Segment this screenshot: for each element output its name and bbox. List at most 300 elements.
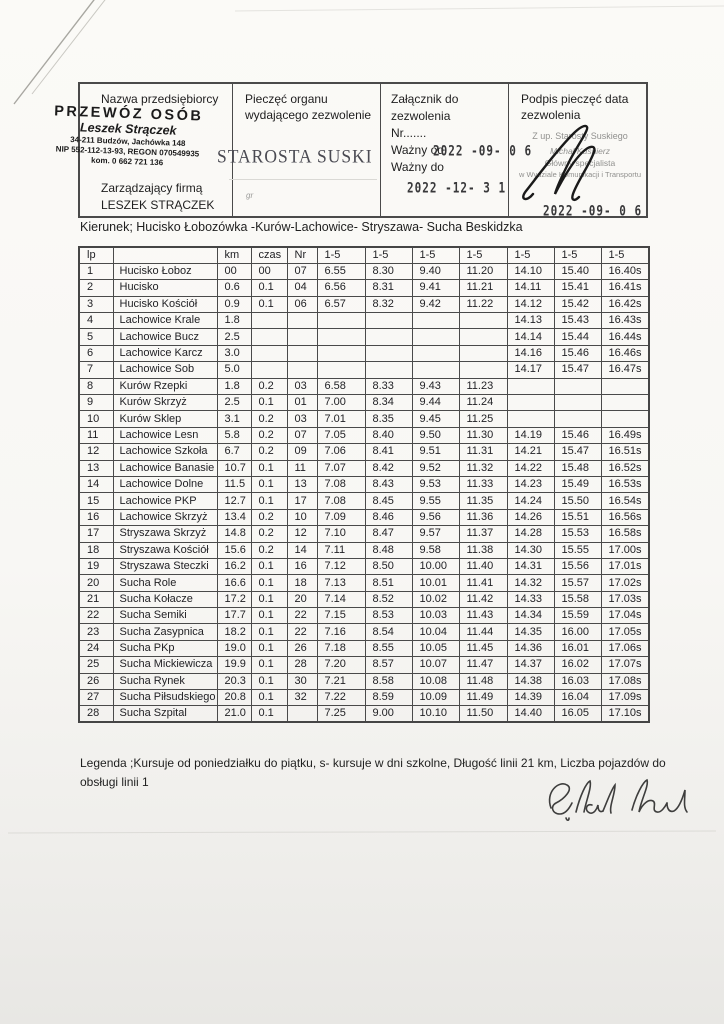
time-cell: 17.00s [601,542,649,558]
time-cell: 11.50 [459,706,507,722]
time-cell: 14.22 [507,460,554,476]
time-cell: 16.02 [554,657,601,673]
time-cell: 16.6 [217,575,251,591]
attachment-label-line2: zezwolenia [391,109,451,123]
time-cell: 16.58s [601,526,649,542]
time-cell: 1.8 [217,378,251,394]
time-cell: 8.47 [365,526,412,542]
valid-from-label: Ważny od [391,143,444,157]
time-cell: 7.01 [317,411,365,427]
stop-name-cell: Sucha Role [113,575,217,591]
time-cell: 8.31 [365,280,412,296]
time-cell: 15.55 [554,542,601,558]
time-cell: 21.0 [217,706,251,722]
time-cell: 11.49 [459,690,507,706]
table-row [79,329,649,345]
stamp-underline [229,179,377,180]
time-cell: 2.5 [217,395,251,411]
time-cell: 12 [287,526,317,542]
time-cell: 9.00 [365,706,412,722]
time-cell: 10.08 [412,673,459,689]
time-cell: 11 [287,460,317,476]
valid-to-date-stamp: 2022 -12- 3 1 [407,179,507,197]
attachment-box [380,84,533,216]
time-cell [251,329,287,345]
time-cell: 16.53s [601,476,649,492]
time-cell: 5.0 [217,362,251,378]
company-box [53,84,232,216]
time-cell: 11.30 [459,427,507,443]
time-cell: 13.4 [217,509,251,525]
time-cell: 0.2 [251,509,287,525]
time-cell: 16.40s [601,263,649,279]
time-cell: 0.2 [251,542,287,558]
manager-label: Zarządzający firmą [101,181,203,195]
stop-name-cell: Sucha Kołacze [113,591,217,607]
time-cell: 06 [287,296,317,312]
time-cell [317,362,365,378]
table-row [79,509,649,525]
time-cell: 7.13 [317,575,365,591]
col-header: 1-5 [507,247,554,263]
time-cell [412,329,459,345]
time-cell: 7.15 [317,608,365,624]
time-cell: 8.33 [365,378,412,394]
time-cell: 0.2 [251,378,287,394]
handwritten-signature [535,772,700,832]
time-cell: 8.57 [365,657,412,673]
time-cell: 0.1 [251,280,287,296]
time-cell: 18.2 [217,624,251,640]
stop-name-cell: Lachowice Banasie [113,460,217,476]
stamp-person-title: Główny specjalista [544,158,616,168]
time-cell: 11.5 [217,476,251,492]
time-cell: 14 [287,542,317,558]
time-cell [412,313,459,329]
time-cell [412,362,459,378]
time-cell: 7.20 [317,657,365,673]
stop-name-cell: Lachowice PKP [113,493,217,509]
time-cell: 0.1 [251,706,287,722]
time-cell: 17.06s [601,640,649,656]
time-cell: 7.22 [317,690,365,706]
time-cell: 7.11 [317,542,365,558]
row-number-cell: 13 [79,460,113,476]
table-row [79,542,649,558]
time-cell: 11.36 [459,509,507,525]
table-row [79,476,649,492]
time-cell: 7.18 [317,640,365,656]
stop-name-cell: Sucha Piłsudskiego [113,690,217,706]
time-cell [601,395,649,411]
time-cell [251,362,287,378]
time-cell: 17.02s [601,575,649,591]
time-cell: 14.38 [507,673,554,689]
time-cell: 10.02 [412,591,459,607]
time-cell: 14.16 [507,345,554,361]
signature-box-label-line1: Podpis pieczęć data [521,92,629,106]
stop-name-cell: Stryszawa Steczki [113,558,217,574]
time-cell: 7.12 [317,558,365,574]
time-cell: 10.05 [412,640,459,656]
time-cell: 22 [287,608,317,624]
time-cell: 0.1 [251,296,287,312]
time-cell: 14.26 [507,509,554,525]
time-cell: 00 [217,263,251,279]
time-cell: 8.32 [365,296,412,312]
time-cell: 0.1 [251,558,287,574]
time-cell: 17.07s [601,657,649,673]
time-cell: 9.58 [412,542,459,558]
time-cell: 8.34 [365,395,412,411]
time-cell: 3.0 [217,345,251,361]
valid-from-date-stamp: 2022 -09- 0 6 [433,142,533,160]
time-cell: 14.11 [507,280,554,296]
stop-name-cell: Sucha Rynek [113,673,217,689]
time-cell: 0.1 [251,657,287,673]
time-cell: 16.56s [601,509,649,525]
row-number-cell: 2 [79,280,113,296]
time-cell: 15.51 [554,509,601,525]
table-row [79,608,649,624]
time-cell: 15.40 [554,263,601,279]
time-cell: 17.03s [601,591,649,607]
company-phone: kom. 0 662 721 136 [90,155,164,168]
time-cell: 9.51 [412,444,459,460]
col-header: 1-5 [554,247,601,263]
time-cell: 14.35 [507,624,554,640]
time-cell [459,329,507,345]
time-cell [317,313,365,329]
time-cell: 15.43 [554,313,601,329]
time-cell: 15.47 [554,362,601,378]
time-cell: 11.47 [459,657,507,673]
time-cell: 0.1 [251,575,287,591]
col-header: 1-5 [317,247,365,263]
time-cell: 03 [287,378,317,394]
time-cell: 11.22 [459,296,507,312]
time-cell: 7.06 [317,444,365,460]
time-cell [507,411,554,427]
time-cell: 14.31 [507,558,554,574]
permit-header-table [53,82,648,220]
time-cell: 17.10s [601,706,649,722]
time-cell: 14.21 [507,444,554,460]
stop-name-cell: Hucisko Łoboz [113,263,217,279]
time-cell: 17.08s [601,673,649,689]
company-rubber-stamp [11,102,245,171]
time-cell [459,362,507,378]
table-row [79,640,649,656]
row-number-cell: 15 [79,493,113,509]
time-cell: 0.1 [251,591,287,607]
time-cell: 14.36 [507,640,554,656]
stop-name-cell: Hucisko Kościół [113,296,217,312]
time-cell: 0.1 [251,624,287,640]
stop-name-cell: Lachowice Szkoła [113,444,217,460]
stop-name-cell: Lachowice Lesn [113,427,217,443]
time-cell: 0.1 [251,395,287,411]
time-cell: 16.51s [601,444,649,460]
time-cell: 19.0 [217,640,251,656]
stop-name-cell: Sucha Semiki [113,608,217,624]
manager-block [101,180,214,214]
time-cell: 16.52s [601,460,649,476]
row-number-cell: 22 [79,608,113,624]
time-cell: 9.40 [412,263,459,279]
table-row [79,263,649,279]
time-cell: 8.50 [365,558,412,574]
time-cell: 9.45 [412,411,459,427]
time-cell: 14.23 [507,476,554,492]
time-cell: 0.1 [251,493,287,509]
attachment-label-line1: Załącznik do [391,92,459,106]
time-cell [507,395,554,411]
stop-name-cell: Kurów Skrzyż [113,395,217,411]
time-cell: 32 [287,690,317,706]
time-cell: 7.08 [317,493,365,509]
time-cell: 16.46s [601,345,649,361]
row-number-cell: 1 [79,263,113,279]
time-cell: 26 [287,640,317,656]
time-cell: 11.38 [459,542,507,558]
time-cell: 0.1 [251,608,287,624]
time-cell: 9.57 [412,526,459,542]
time-cell: 15.49 [554,476,601,492]
time-cell [365,345,412,361]
time-cell: 16.49s [601,427,649,443]
time-cell: 14.34 [507,608,554,624]
time-cell: 9.43 [412,378,459,394]
time-cell: 6.7 [217,444,251,460]
row-number-cell: 28 [79,706,113,722]
timetable-table [78,246,650,723]
time-cell: 6.56 [317,280,365,296]
row-number-cell: 17 [79,526,113,542]
time-cell: 7.25 [317,706,365,722]
col-header: 1-5 [365,247,412,263]
time-cell: 14.8 [217,526,251,542]
time-cell: 15.50 [554,493,601,509]
table-row [79,460,649,476]
row-number-cell: 6 [79,345,113,361]
signature-box [508,84,650,220]
row-number-cell: 9 [79,395,113,411]
time-cell: 2.5 [217,329,251,345]
table-row [79,591,649,607]
stop-name-cell: Lachowice Skrzyż [113,509,217,525]
time-cell: 17.05s [601,624,649,640]
time-cell: 11.23 [459,378,507,394]
time-cell: 1.8 [217,313,251,329]
time-cell: 11.40 [459,558,507,574]
table-row [79,444,649,460]
table-row [79,296,649,312]
time-cell: 15.6 [217,542,251,558]
table-row [79,493,649,509]
row-number-cell: 5 [79,329,113,345]
starosta-suski-stamp: STAROSTA SUSKI [217,145,373,167]
time-cell: 11.43 [459,608,507,624]
time-cell: 10.01 [412,575,459,591]
time-cell: 13 [287,476,317,492]
time-cell: 12.7 [217,493,251,509]
time-cell: 9.42 [412,296,459,312]
time-cell: 0.2 [251,444,287,460]
col-header: 1-5 [459,247,507,263]
time-cell: 16.05 [554,706,601,722]
time-cell: 15.58 [554,591,601,607]
time-cell: 8.51 [365,575,412,591]
time-cell: 16.47s [601,362,649,378]
company-nip-regon: NIP 552-112-13-93, REGON 070549935 [55,144,200,159]
time-cell: 0.2 [251,526,287,542]
time-cell: 16.03 [554,673,601,689]
time-cell: 16.00 [554,624,601,640]
time-cell: 14.32 [507,575,554,591]
time-cell: 01 [287,395,317,411]
stop-name-cell: Lachowice Dolne [113,476,217,492]
time-cell: 8.53 [365,608,412,624]
row-number-cell: 24 [79,640,113,656]
time-cell: 15.57 [554,575,601,591]
time-cell: 10.07 [412,657,459,673]
time-cell: 20 [287,591,317,607]
time-cell: 15.59 [554,608,601,624]
time-cell: 9.41 [412,280,459,296]
time-cell: 20.3 [217,673,251,689]
table-row [79,690,649,706]
table-row [79,345,649,361]
stop-name-cell: Sucha Zasypnica [113,624,217,640]
time-cell: 15.46 [554,345,601,361]
time-cell: 15.42 [554,296,601,312]
time-cell: 28 [287,657,317,673]
table-row [79,280,649,296]
time-cell: 17.7 [217,608,251,624]
time-cell: 14.24 [507,493,554,509]
time-cell: 16.04 [554,690,601,706]
time-cell: 8.35 [365,411,412,427]
time-cell: 9.44 [412,395,459,411]
signature-box-label-line2: zezwolenia [521,108,581,122]
row-number-cell: 3 [79,296,113,312]
time-cell: 10 [287,509,317,525]
time-cell: 14.17 [507,362,554,378]
time-cell: 17.04s [601,608,649,624]
stop-name-cell: Kurów Rzepki [113,378,217,394]
time-cell [507,378,554,394]
time-cell: 11.44 [459,624,507,640]
time-cell: 5.8 [217,427,251,443]
time-cell: 8.40 [365,427,412,443]
time-cell: 0.2 [251,427,287,443]
time-cell [251,313,287,329]
time-cell: 7.14 [317,591,365,607]
col-header: 1-5 [412,247,459,263]
time-cell: 11.20 [459,263,507,279]
time-cell: 0.9 [217,296,251,312]
time-cell: 6.58 [317,378,365,394]
approval-date-stamp: 2022 -09- 0 6 [543,202,643,220]
time-cell: 14.28 [507,526,554,542]
time-cell: 0.1 [251,690,287,706]
time-cell [317,329,365,345]
table-row [79,427,649,443]
time-cell: 14.13 [507,313,554,329]
time-cell: 7.00 [317,395,365,411]
stop-name-cell: Lachowice Krale [113,313,217,329]
time-cell: 7.21 [317,673,365,689]
time-cell: 0.1 [251,476,287,492]
time-cell: 14.30 [507,542,554,558]
company-name: PRZEWÓZ OSÓB [53,103,204,125]
time-cell: 10.03 [412,608,459,624]
stop-name-cell: Sucha Szpital [113,706,217,722]
time-cell: 00 [251,263,287,279]
time-cell: 17 [287,493,317,509]
time-cell: 0.6 [217,280,251,296]
row-number-cell: 27 [79,690,113,706]
time-cell: 10.7 [217,460,251,476]
time-cell: 0.1 [251,673,287,689]
time-cell: 14.14 [507,329,554,345]
time-cell: 19.9 [217,657,251,673]
row-number-cell: 12 [79,444,113,460]
table-row [79,378,649,394]
col-header: czas [251,247,287,263]
table-row [79,313,649,329]
time-cell: 0.1 [251,640,287,656]
time-cell [317,345,365,361]
time-cell: 16.43s [601,313,649,329]
time-cell [601,411,649,427]
table-row [79,526,649,542]
stop-name-cell: Sucha Mickiewicza [113,657,217,673]
time-cell: 7.16 [317,624,365,640]
time-cell: 6.55 [317,263,365,279]
time-cell [554,395,601,411]
company-address: 34-211 Budzów, Jachówka 148 [70,134,186,149]
time-cell: 16 [287,558,317,574]
row-number-cell: 4 [79,313,113,329]
time-cell: 8.30 [365,263,412,279]
time-cell: 8.54 [365,624,412,640]
time-cell: 11.31 [459,444,507,460]
time-cell: 15.41 [554,280,601,296]
time-cell: 8.45 [365,493,412,509]
seal-box-label-line1: Pieczęć organu [245,92,328,106]
seal-box-label-line2: wydającego zezwolenie [245,108,372,122]
time-cell: 10.04 [412,624,459,640]
time-cell: 7.07 [317,460,365,476]
time-cell: 11.32 [459,460,507,476]
row-number-cell: 26 [79,673,113,689]
time-cell: 17.2 [217,591,251,607]
time-cell: 8.42 [365,460,412,476]
time-cell: 9.53 [412,476,459,492]
row-number-cell: 21 [79,591,113,607]
time-cell [554,411,601,427]
row-number-cell: 19 [79,558,113,574]
table-row [79,575,649,591]
stop-name-cell: Stryszawa Skrzyż [113,526,217,542]
valid-to-label: Ważny do [391,160,444,174]
time-cell: 11.48 [459,673,507,689]
time-cell: 8.43 [365,476,412,492]
time-cell: 09 [287,444,317,460]
manager-name: LESZEK STRĄCZEK [101,198,215,212]
